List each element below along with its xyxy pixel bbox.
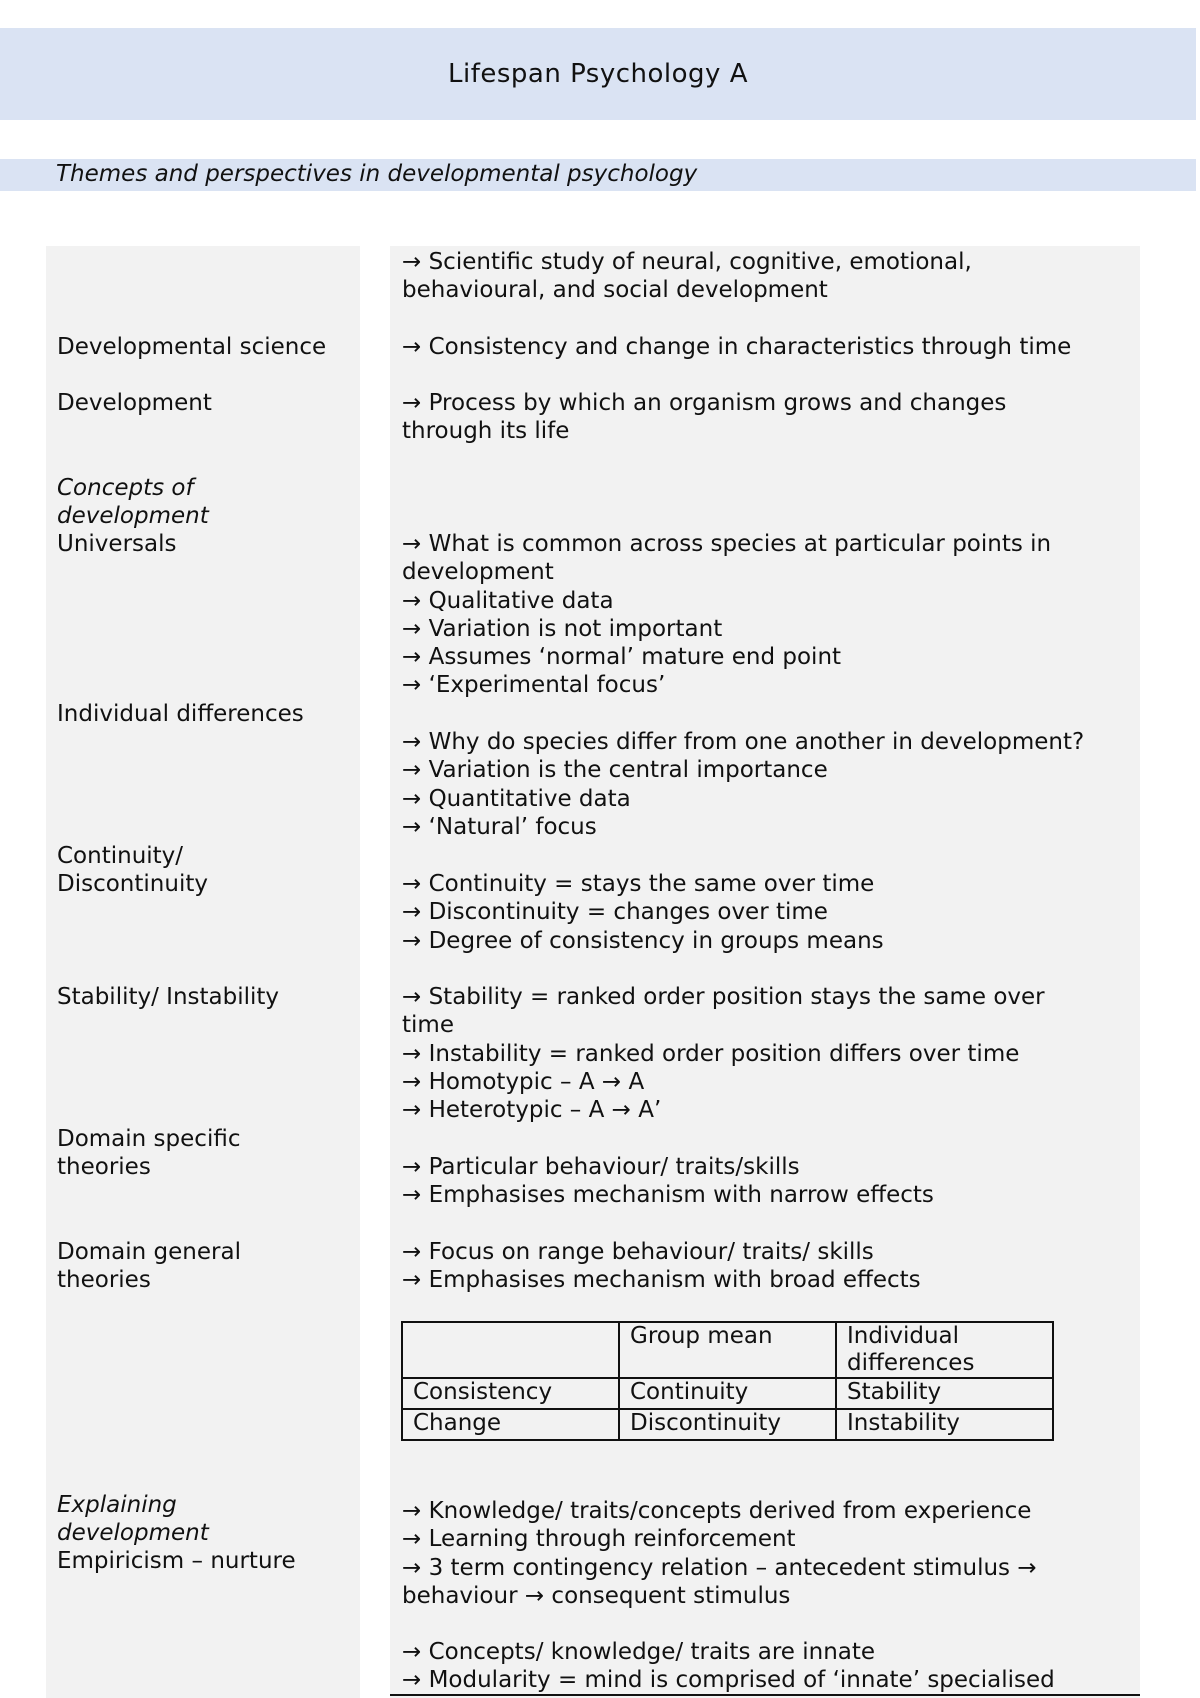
term-label: Developmental science — [57, 334, 327, 360]
concept-label: Domain specific theories — [57, 1126, 241, 1180]
table-cell: Change — [402, 1409, 619, 1440]
table-row — [402, 1409, 1053, 1440]
concept-label: Domain general theories — [57, 1239, 241, 1293]
concept-definition: → Continuity = stays the same over time → Discontinuity = changes over time → Degree of consistency in groups means — [402, 871, 884, 954]
concept-label: Individual differences — [57, 701, 304, 727]
explaining-definition: → Knowledge/ traits/concepts derived from experience → Learning through reinforcement → 3 term contingency relation – antecedent stimulus → behaviour → consequent stimulus — [402, 1498, 1037, 1609]
table-cell: Instability — [836, 1409, 1053, 1440]
consistency-change-table — [401, 1321, 1054, 1441]
term-definition: → Process by which an organism grows and changes through its life — [402, 390, 1007, 445]
intro-definition: → Scientific study of neural, cognitive, emotional, behavioural, and social development — [402, 249, 972, 304]
explaining-heading: Explaining development — [57, 1492, 209, 1546]
table-header-row — [402, 1322, 1053, 1378]
concept-label: Universals — [57, 531, 177, 557]
bottom-rule — [390, 1694, 1140, 1696]
nativism-definition: → Concepts/ knowledge/ traits are innate → Modularity = mind is comprised of ‘innate’ specialised — [402, 1639, 1055, 1694]
concept-label: Continuity/ Discontinuity — [57, 843, 208, 897]
table-cell: Discontinuity — [619, 1409, 836, 1440]
concept-definition: → What is common across species at particular points in development → Qualitative data → Variation is not important → Assumes ‘normal’ mature end point → ‘Experimental focus’ — [402, 531, 1052, 699]
term-column — [46, 246, 360, 1698]
subtitle-band — [0, 159, 1196, 191]
concept-definition: → Why do species differ from one another in development? → Variation is the central importance → Quantitative data → ‘Natural’ focus — [402, 729, 1085, 840]
table-cell — [402, 1322, 619, 1378]
concept-definition: → Particular behaviour/ traits/skills → Emphasises mechanism with narrow effects — [402, 1154, 934, 1209]
term-definition: → Consistency and change in characteristics through time — [402, 334, 1072, 360]
term-label: Development — [57, 390, 212, 416]
table-cell: Consistency — [402, 1378, 619, 1409]
table-cell: Stability — [836, 1378, 1053, 1409]
definition-column — [390, 246, 1140, 1698]
concept-definition: → Focus on range behaviour/ traits/ skills → Emphasises mechanism with broad effects — [402, 1239, 921, 1294]
explaining-label: Empiricism – nurture — [57, 1548, 296, 1574]
title-band — [0, 28, 1196, 120]
page-title: Lifespan Psychology A — [448, 59, 748, 89]
concept-label: Stability/ Instability — [57, 984, 280, 1010]
table-row — [402, 1378, 1053, 1409]
table-cell: Continuity — [619, 1378, 836, 1409]
table-cell: Group mean — [619, 1322, 836, 1378]
section-subtitle: Themes and perspectives in developmental psychology — [56, 161, 698, 187]
concept-definition: → Stability = ranked order position stays the same over time → Instability = ranked order position differs over time → Homotypic – A → A → Heterotypic – A → A’ — [402, 984, 1045, 1124]
concepts-heading: Concepts of development — [57, 475, 209, 529]
table-cell: Individual differences — [836, 1322, 1053, 1378]
